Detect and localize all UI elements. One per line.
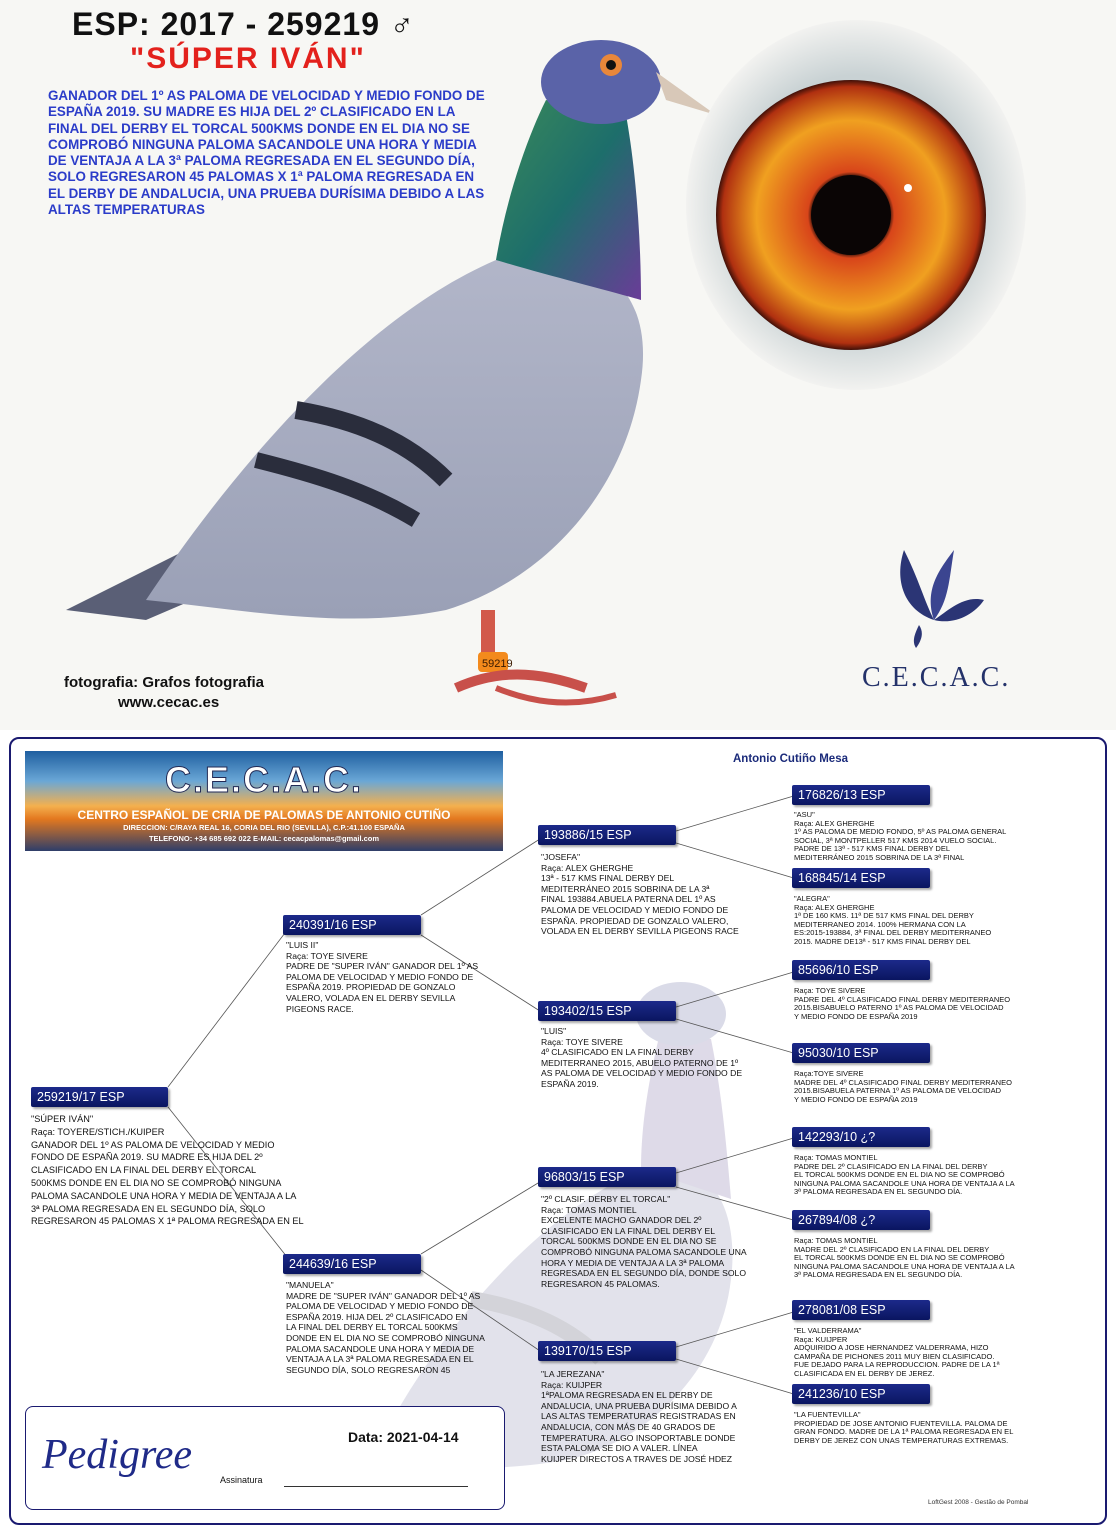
banner-contact: TELEFONO: +34 685 692 022 E-MAIL: cecacpalomas@gmail.com bbox=[148, 834, 380, 843]
pigeon-box-sire[interactable]: 240391/16 ESP bbox=[283, 915, 421, 935]
pigeon-box-paternal-grandsire[interactable]: 193886/15 ESP bbox=[538, 825, 676, 845]
date-label: Data: 2021-04-14 bbox=[348, 1429, 459, 1445]
pigeon-box-ggp-8[interactable]: 241236/10 ESP bbox=[792, 1384, 930, 1404]
pigeon-info-ggp-7: "EL VALDERRAMA" Raça: KUIJPER ADQUIRIDO A JOSE HERNANDEZ VALDERRAMA, HIZO CAMPAÑA DE PICHONES 2011 MUY BIEN CLASIFICADO. FUE DEJADO PARA LA REPRODUCCION. PADRE DE LA 1ª CLASIFICADA EN EL DERBY DE JEREZ. bbox=[794, 1326, 1000, 1378]
pigeon-box-ggp-3[interactable]: 85696/10 ESP bbox=[792, 960, 930, 980]
pigeon-info-maternal-grandsire: "2º CLASIF. DERBY EL TORCAL" Raça: TOMAS MONTIEL EXCELENTE MACHO GANADOR DEL 2º CLASIFICADO EN LA FINAL DEL DERBY EL TORCAL 500KMS DONDE EN EL DIA NO SE COMPROBÓ NINGUNA PALOMA SACANDOLE UNA HORA Y MEDIA DE VENTAJA A LA 3ª PALOMA REGRESADA EN EL SEGUNDO DÍA, DONDE SOLO REGRESARON 45 PALOMAS. bbox=[541, 1194, 747, 1289]
banner-title: C.E.C.A.C. bbox=[164, 759, 363, 800]
pigeon-box-maternal-granddam[interactable]: 139170/15 ESP bbox=[538, 1341, 676, 1361]
pigeon-box-ggp-5[interactable]: 142293/10 ¿? bbox=[792, 1127, 930, 1147]
pigeon-info-paternal-granddam: "LUIS" Raça: TOYE SIVERE 4º CLASIFICADO EN LA FINAL DERBY MEDITERRANEO 2015, ABUELO PATERNO DE 1º AS PALOMA DE VELOCIDAD Y MEDIO FONDO DE ESPAÑA 2019. bbox=[541, 1026, 743, 1089]
pigeon-info-ggp-8: "LA FUENTEVILLA" PROPIEDAD DE JOSE ANTONIO FUENTEVILLA. PALOMA DE GRAN FONDO. MADRE DE LA 1ª PALOMA REGRESADA EN EL DERBY DE JEREZ CON UNAS TEMPERATURAS EXTREMAS. bbox=[794, 1410, 1014, 1445]
pigeon-box-paternal-granddam[interactable]: 193402/15 ESP bbox=[538, 1001, 676, 1021]
eye-closeup-photo bbox=[676, 20, 1026, 400]
leg-ring: 59219 bbox=[482, 658, 513, 670]
banner-subtitle: CENTRO ESPAÑOL DE CRIA DE PALOMAS DE ANTONIO CUTIÑO bbox=[77, 808, 451, 822]
pigeon-info-ggp-5: Raça: TOMAS MONTIEL PADRE DEL 2º CLASIFICADO EN LA FINAL DEL DERBY EL TORCAL 500KMS DONDE EN EL DIA NO SE COMPROBÓ NINGUNA PALOMA SACANDOLE UNA HORA DE VENTAJA A LA 3ª PALOMA REGRESADA EN EL SEGUNDO DÍA. bbox=[794, 1153, 1015, 1197]
banner-address: DIRECCION: C/RAYA REAL 16, CORIA DEL RIO (SEVILLA), C.P.:41.100 ESPAÑA bbox=[123, 823, 405, 832]
pigeon-box-ggp-6[interactable]: 267894/08 ¿? bbox=[792, 1210, 930, 1230]
website-link[interactable]: www.cecac.es bbox=[118, 694, 220, 711]
pigeon-box-dam[interactable]: 244639/16 ESP bbox=[283, 1254, 421, 1274]
pigeon-info-dam: "MANUELA" MADRE DE "SUPER IVÁN" GANADOR DEL 1º AS PALOMA DE VELOCIDAD Y MEDIO FONDO DE ESPAÑA 2019. HIJA DEL 2º CLASIFICADO EN LA FINAL DEL DERBY EL TORCAL 500KMS DONDE EN EL DIA NO SE COMPROBÓ NINGUNA PALOMA SACANDOLE UNA HORA Y MEDIA DE VENTAJA A LA 3ª PALOMA REGRESADA EN EL SEGUNDO DÍA, SOLO REGRESARON 45 bbox=[286, 1280, 485, 1375]
pigeon-box-ggp-1[interactable]: 176826/13 ESP bbox=[792, 785, 930, 805]
owner-name: Antonio Cutiño Mesa bbox=[733, 753, 848, 765]
hero-section bbox=[0, 0, 1116, 730]
pigeon-name: "SÚPER IVÁN" bbox=[130, 42, 366, 75]
signature-panel bbox=[25, 1406, 505, 1510]
pigeon-info-maternal-granddam: "LA JEREZANA" Raça: KUIJPER 1ªPALOMA REGRESADA EN EL DERBY DE ANDALUCIA, UNA PRUEBA DURÍSIMA DEBIDO A LAS ALTAS TEMPERATURAS REGISTRADAS EN ANDALUCIA, CON MÁS DE 40 GRADOS DE TEMPERATURA. ALGO INSOPORTABLE DONDE ESTA PALOMA SE DIO A VALER. LÍNEA KUIJPER DIRECTOS A TRAVES DE JOSÉ HDEZ bbox=[541, 1369, 737, 1464]
pigeon-info-ggp-6: Raça: TOMAS MONTIEL MADRE DEL 2º CLASIFICADO EN LA FINAL DEL DERBY EL TORCAL 500KMS DONDE EN EL DIA NO SE COMPROBÓ NINGUNA PALOMA SACANDOLE UNA HORA DE VENTAJA A LA 3ª PALOMA REGRESADA EN EL SEGUNDO DÍA. bbox=[794, 1236, 1015, 1280]
pedigree-chart bbox=[9, 737, 1107, 1525]
achievement-description: GANADOR DEL 1º AS PALOMA DE VELOCIDAD Y MEDIO FONDO DE ESPAÑA 2019. SU MADRE ES HIJA DEL 2º CLASIFICADO EN LA FINAL DEL DERBY EL TORCAL 500KMS DONDE EN EL DIA NO SE COMPROBÓ NINGUNA PALOMA SACANDOLE UNA HORA Y MEDIA DE VENTAJA A LA 3ª PALOMA REGRESADA EN EL SEGUNDO DÍA, SOLO REGRESARON 45 PALOMAS X 1ª PALOMA REGRESADA EN EL DERBY DE ANDALUCIA, UNA PRUEBA DURÍSIMA DEBIDO A LAS ALTAS TEMPERATURAS bbox=[48, 88, 485, 218]
pigeon-info-ggp-2: "ALEGRA" Raça: ALEX GHERGHE 1ª DE 160 KMS. 11ª DE 517 KMS FINAL DEL DERBY MEDITERRANEO 2014. 100% HERMANA CON LA ES:2015-193884, 3ª FINAL DEL DERBY MEDITERRANEO 2015. MADRE DE13ª - 517 KMS FINAL DERBY DEL bbox=[794, 894, 992, 946]
pedigree-wordmark: Pedigree bbox=[42, 1432, 193, 1478]
pigeon-info-subject: "SÚPER IVÁN" Raça: TOYERE/STICH./KUIPER GANADOR DEL 1º AS PALOMA DE VELOCIDAD Y MEDIO FONDO DE ESPAÑA 2019. SU MADRE ES HIJA DEL 2º CLASIFICADO EN LA FINAL DEL DERBY EL TORCAL 500KMS DONDE EN EL DIA NO SE COMPROBÓ NINGUNA PALOMA SACANDOLE UNA HORA Y MEDIA DE VENTAJA A LA 3ª PALOMA REGRESADA EN EL SEGUNDO DÍA, SOLO REGRESARON 45 PALOMAS X 1ª PALOMA REGRESADA EN EL bbox=[31, 1114, 304, 1227]
software-footer: LoftGest 2008 - Gestão de Pombal bbox=[928, 1499, 1029, 1506]
pigeon-info-ggp-3: Raça: TOYE SIVERE PADRE DEL 4º CLASIFICADO FINAL DERBY MEDITERRANEO 2015.BISABUELO PATERNO 1º AS PALOMA DE VELOCIDAD Y MEDIO FONDO DE ESPAÑA 2019 bbox=[794, 986, 1011, 1021]
pigeon-box-maternal-grandsire[interactable]: 96803/15 ESP bbox=[538, 1167, 676, 1187]
brand-logo-text: C.E.C.A.C. bbox=[862, 662, 1011, 693]
pigeon-info-paternal-grandsire: "JOSEFA" Raça: ALEX GHERGHE 13ª - 517 KMS FINAL DERBY DEL MEDITERRÁNEO 2015 SOBRINA DE LA 3ª FINAL 193884.ABUELA PATERNA DEL 1º AS PALOMA DE VELOCIDAD Y MEDIO FONDO DE ESPAÑA. PROPIEDAD DE GONZALO VALERO, VOLADA EN EL DERBY SEVILLA PIGEONS RACE bbox=[541, 852, 739, 937]
pigeon-box-ggp-2[interactable]: 168845/14 ESP bbox=[792, 868, 930, 888]
pigeon-box-subject[interactable]: 259219/17 ESP bbox=[31, 1087, 168, 1107]
pigeon-box-ggp-7[interactable]: 278081/08 ESP bbox=[792, 1300, 930, 1320]
photo-credit: fotografia: Grafos fotografia bbox=[64, 674, 265, 691]
pigeon-info-ggp-1: "ASU" Raça: ALEX GHERGHE 1º AS PALOMA DE MEDIO FONDO, 5º AS PALOMA GENERAL SOCIAL, 3ª MONTPELLER 517 KMS 2014 VUELO SOCIAL. PADRE DE 13ª - 517 KMS FINAL DERBY DEL MEDITERRÁNEO 2015 SOBRINA DE LA 3ª FINAL bbox=[794, 810, 1007, 862]
ring-number-title: ESP: 2017 - 259219 ♂ bbox=[72, 6, 415, 42]
pigeon-info-sire: "LUIS II" Raça: TOYE SIVERE PADRE DE "SUPER IVÁN" GANADOR DEL 1º AS PALOMA DE VELOCIDAD Y MEDIO FONDO DE ESPAÑA 2019. PROPIEDAD DE GONZALO VALERO, VOLADA EN EL DERBY SEVILLA PIGEONS RACE. bbox=[286, 940, 479, 1014]
signature-line[interactable] bbox=[284, 1486, 468, 1487]
signature-label: Assinatura bbox=[220, 1475, 263, 1485]
pigeon-info-ggp-4: Raça:TOYE SIVERE MADRE DEL 4º CLASIFICADO FINAL DERBY MEDITERRANEO 2015.BISABUELA PATERNA 1º AS PALOMA DE VELOCIDAD Y MEDIO FONDO DE ESPAÑA 2019 bbox=[794, 1069, 1012, 1104]
pigeon-box-ggp-4[interactable]: 95030/10 ESP bbox=[792, 1043, 930, 1063]
dove-logo-icon bbox=[894, 540, 994, 650]
pigeon-photo bbox=[26, 20, 726, 720]
